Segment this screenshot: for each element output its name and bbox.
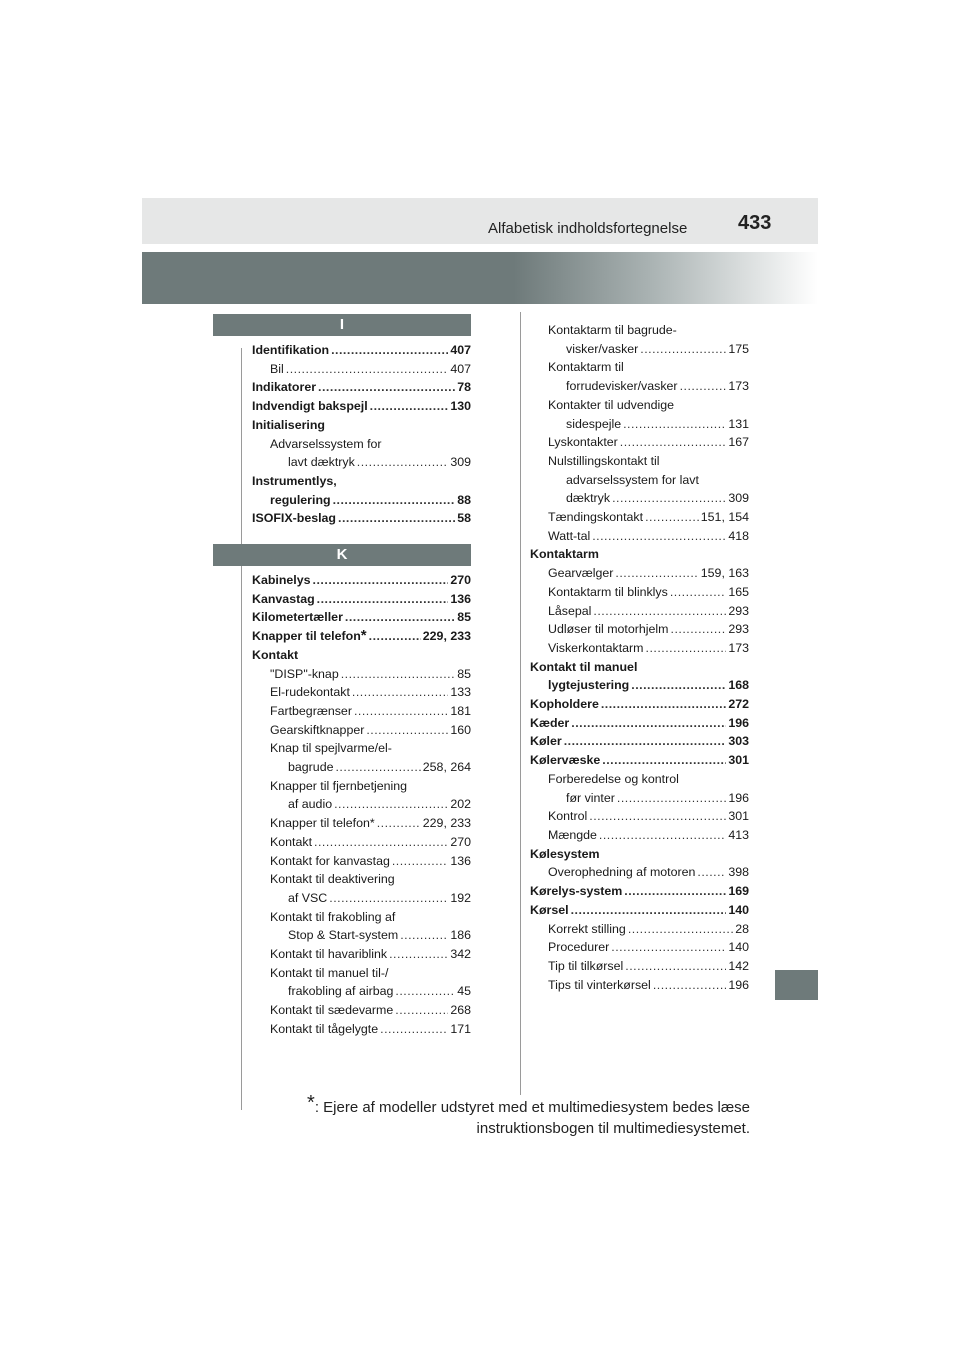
footnote <box>290 1092 750 1139</box>
index-entry-page: 136 <box>450 591 471 606</box>
dot-leader <box>377 814 421 833</box>
index-entry-term: Nulstillingskontakt til <box>548 453 660 468</box>
index-entry-page: 192 <box>450 890 471 905</box>
dot-leader <box>589 807 726 826</box>
index-entry-term: Kontrol <box>548 809 588 824</box>
footnote-line-2: instruktionsbogen til multimediesystemet. <box>476 1120 750 1137</box>
index-entry <box>530 732 749 751</box>
index-entry <box>252 435 471 454</box>
dot-leader <box>612 489 726 508</box>
index-entry <box>530 452 749 471</box>
index-entry-term: af audio <box>288 797 333 812</box>
index-entry-page: 186 <box>450 928 471 943</box>
dot-leader <box>352 683 448 702</box>
index-entry-term: Kabinelys <box>252 573 311 587</box>
index-entry <box>252 702 471 721</box>
index-entry-page: 78 <box>457 380 471 395</box>
dot-leader <box>601 695 726 714</box>
dot-leader <box>314 833 448 852</box>
index-entry-term: sidespejle <box>566 416 622 431</box>
index-entry <box>252 721 471 740</box>
index-entry-term: Knap til spejlvarme/el- <box>270 741 392 756</box>
dot-leader <box>571 901 727 920</box>
dot-leader <box>366 721 448 740</box>
index-entry <box>530 433 749 452</box>
dot-leader <box>593 602 726 621</box>
dot-leader <box>670 583 726 602</box>
dot-leader <box>395 1001 448 1020</box>
index-entry-page: 229, 233 <box>422 629 471 644</box>
dot-leader <box>341 665 455 684</box>
index-entry-term: Fartbegrænser <box>270 703 352 718</box>
index-entry <box>252 341 471 360</box>
dot-leader <box>395 982 455 1001</box>
index-entry <box>252 1001 471 1020</box>
index-entry <box>530 321 749 340</box>
index-entry <box>252 758 471 777</box>
index-entry-term: visker/vasker <box>566 341 639 356</box>
dot-leader <box>646 639 727 658</box>
index-entry-term: Indikatorer <box>252 380 317 395</box>
dot-leader <box>653 976 727 995</box>
index-entry-term: Kørelys-system <box>530 884 623 899</box>
dot-leader <box>317 590 449 609</box>
index-entry <box>530 920 749 939</box>
index-column-right <box>530 321 749 994</box>
index-entry-term: ISOFIX-beslag <box>252 511 336 526</box>
dot-leader <box>357 453 449 472</box>
index-entry <box>252 739 471 758</box>
dot-leader <box>631 676 726 695</box>
index-entry-term: Kontakt til sædevarme <box>270 1003 394 1018</box>
index-entry-term: Gearvælger <box>548 566 614 581</box>
dot-leader <box>380 1020 448 1039</box>
index-entry <box>530 620 749 639</box>
index-entry <box>530 489 749 508</box>
index-entry-page: 133 <box>450 685 471 700</box>
index-entry-term: Gearskiftknapper <box>270 722 365 737</box>
index-entry-page: 173 <box>728 379 749 394</box>
index-entry-term: Kontaktarm til blinklys <box>548 584 668 599</box>
index-entry-page: 293 <box>728 603 749 618</box>
index-entry-page: 58 <box>457 511 471 526</box>
index-entry <box>252 777 471 796</box>
chapter-thumb-tab <box>775 970 818 1000</box>
index-entry-page: 407 <box>450 361 471 376</box>
index-entry-page: 151, 154 <box>700 510 749 525</box>
index-entry <box>252 870 471 889</box>
index-entry-term: Viskerkontaktarm <box>548 640 644 655</box>
index-entry <box>252 646 471 665</box>
index-entry-page: 140 <box>728 902 749 917</box>
index-entry-page: 167 <box>728 435 749 450</box>
section-header-i: I <box>213 314 471 336</box>
index-entry-term: Kontaktarm til <box>548 360 624 375</box>
index-entry <box>530 545 749 564</box>
index-entry-page: 28 <box>735 921 749 936</box>
index-entry <box>252 852 471 871</box>
index-entry <box>252 964 471 983</box>
dot-leader <box>370 397 449 416</box>
index-entry-term: Overophedning af motoren <box>548 865 696 880</box>
dot-leader <box>313 571 449 590</box>
index-entry-term: Watt-tal <box>548 528 591 543</box>
index-entry-page: 270 <box>450 834 471 849</box>
index-entry <box>530 415 749 434</box>
index-entry <box>530 602 749 621</box>
index-entry <box>530 938 749 957</box>
index-entry-page: 171 <box>450 1021 471 1036</box>
index-entry-page: 418 <box>728 528 749 543</box>
index-entry-page: 309 <box>450 455 471 470</box>
index-entry-term: Kontakt til frakobling af <box>270 909 396 924</box>
index-entry <box>530 676 749 695</box>
index-entry <box>530 564 749 583</box>
index-entry-page: 398 <box>728 865 749 880</box>
index-entry-term: Kontaktarm til bagrude- <box>548 323 677 337</box>
index-entry-term: forrudevisker/vasker <box>566 379 678 394</box>
index-entry <box>252 926 471 945</box>
index-entry-page: 196 <box>728 977 749 992</box>
footnote-line-1: : Ejere af modeller udstyret med et multimediesystem bedes læse <box>314 1099 750 1116</box>
index-entry-page: 131 <box>728 416 749 431</box>
index-entry <box>530 396 749 415</box>
index-entry-term: Knapper til fjernbetjening <box>270 778 408 793</box>
index-entry-page: 293 <box>728 622 749 637</box>
index-entry <box>530 957 749 976</box>
dot-leader <box>617 789 726 808</box>
index-entry <box>252 608 471 627</box>
dot-leader <box>335 758 420 777</box>
dot-leader <box>623 415 726 434</box>
index-entry <box>530 770 749 789</box>
index-entry-term: Initialisering <box>252 417 325 432</box>
dot-leader <box>369 627 421 646</box>
index-column-k <box>252 571 471 1039</box>
dot-leader <box>400 926 448 945</box>
index-entry <box>530 845 749 864</box>
index-entry-page: 272 <box>728 697 749 712</box>
index-entry-term: Knapper til telefon <box>252 629 361 644</box>
index-entry-page: 413 <box>728 827 749 842</box>
index-entry-term: Tændingskontakt <box>548 510 644 525</box>
index-entry <box>252 590 471 609</box>
index-entry-term: advarselssystem for lavt <box>566 472 699 487</box>
index-entry-term: Kontakt til deaktivering <box>270 872 395 887</box>
index-entry-term: Tips til vinterkørsel <box>548 977 651 992</box>
header-gradient-band <box>142 252 818 304</box>
index-entry <box>530 658 749 677</box>
index-entry-term: Lyskontakter <box>548 435 618 450</box>
index-entry-page: 303 <box>728 734 749 749</box>
index-entry-term: Kæder <box>530 715 570 730</box>
index-entry-page: 342 <box>450 947 471 962</box>
dot-leader <box>318 378 455 397</box>
index-entry-term: frakobling af airbag <box>288 984 394 999</box>
index-entry <box>530 583 749 602</box>
index-entry-page: 407 <box>450 343 471 357</box>
index-entry <box>252 360 471 379</box>
index-entry-page: 165 <box>728 584 749 599</box>
index-entry <box>530 527 749 546</box>
index-entry-page: 202 <box>450 797 471 812</box>
dot-leader <box>331 341 448 360</box>
column-rule-left <box>241 348 242 1110</box>
index-entry <box>530 751 749 770</box>
index-entry-page: 229, 233 <box>422 816 471 831</box>
dot-leader <box>620 433 727 452</box>
dot-leader <box>602 751 726 770</box>
index-entry-term: Kontakt til havariblink <box>270 947 388 962</box>
index-entry-page: 136 <box>450 853 471 868</box>
index-entry <box>530 340 749 359</box>
index-entry <box>530 377 749 396</box>
dot-leader <box>286 360 449 379</box>
dot-leader <box>640 340 726 359</box>
index-entry-term: Kørsel <box>530 902 569 917</box>
index-entry <box>530 789 749 808</box>
index-column-i <box>252 341 471 528</box>
index-entry <box>252 1020 471 1039</box>
index-entry-page: 130 <box>450 399 471 414</box>
index-entry <box>530 807 749 826</box>
index-entry-term: Kilometertæller <box>252 610 343 625</box>
index-entry-term: lavt dæktryk <box>288 455 355 470</box>
section-header-k: K <box>213 544 471 566</box>
index-entry-term: regulering <box>270 492 331 507</box>
index-entry-term: lygtejustering <box>548 678 630 693</box>
index-entry-page: 168 <box>728 678 749 693</box>
header-bar <box>142 198 818 244</box>
index-entry <box>530 508 749 527</box>
index-entry <box>530 826 749 845</box>
dot-leader <box>354 702 448 721</box>
dot-leader <box>329 889 448 908</box>
index-entry-term: Identifikation <box>252 343 330 357</box>
index-entry <box>252 416 471 435</box>
index-entry <box>530 901 749 920</box>
index-entry-term: Kontakt for kanvastag <box>270 853 390 868</box>
footnote-mark: * <box>307 1092 315 1114</box>
index-entry-term: Knapper til telefon* <box>270 816 375 831</box>
index-entry-page: 169 <box>728 884 749 899</box>
index-entry-page: 140 <box>728 940 749 955</box>
index-entry-page: 85 <box>457 610 471 625</box>
dot-leader <box>628 920 733 939</box>
index-entry-page: 301 <box>728 809 749 824</box>
index-entry <box>530 471 749 490</box>
dot-leader <box>338 509 455 528</box>
index-entry-term: Forberedelse og kontrol <box>548 771 679 786</box>
index-entry: Knapper til telefon * ..... 229, 233 <box>252 627 471 646</box>
index-entry <box>530 714 749 733</box>
index-entry-page: 142 <box>728 958 749 973</box>
index-entry <box>252 571 471 590</box>
dot-leader <box>345 608 455 627</box>
index-entry-term: Bil <box>270 361 284 376</box>
index-entry-page: 45 <box>457 984 471 999</box>
index-entry-term: Kanvastag <box>252 591 315 606</box>
index-entry-page: 196 <box>728 790 749 805</box>
index-entry-term: Korrekt stilling <box>548 921 626 936</box>
index-entry-term: "DISP"-knap <box>270 666 339 681</box>
index-entry-term: Mængde <box>548 827 597 842</box>
dot-leader <box>645 508 699 527</box>
dot-leader <box>611 938 726 957</box>
index-entry <box>252 491 471 510</box>
index-entry <box>252 889 471 908</box>
index-entry-page: 258, 264 <box>422 760 471 775</box>
index-entry-term: Kontaktarm <box>530 547 599 562</box>
index-entry-term: Instrumentlys, <box>252 473 337 488</box>
index-entry-term: Stop & Start-system <box>288 928 399 943</box>
dot-leader <box>592 527 726 546</box>
page-number: 433 <box>738 212 772 234</box>
index-entry <box>530 358 749 377</box>
index-entry <box>252 472 471 491</box>
index-entry-page: 181 <box>450 703 471 718</box>
index-entry-term: Kontakt til manuel <box>530 659 638 674</box>
index-entry <box>252 453 471 472</box>
dot-leader <box>389 945 448 964</box>
index-entry-page: 309 <box>728 491 749 506</box>
index-entry-page: 175 <box>728 341 749 356</box>
index-entry <box>530 882 749 901</box>
dot-leader <box>671 620 727 639</box>
index-entry-term: Kontakt til tågelygte <box>270 1021 379 1036</box>
index-entry <box>252 833 471 852</box>
index-entry-term: Advarselssystem for <box>270 436 382 451</box>
index-entry-term: El-rudekontakt <box>270 685 350 700</box>
index-entry <box>252 378 471 397</box>
index-entry-page: 173 <box>728 640 749 655</box>
index-entry-term: af VSC <box>288 890 328 905</box>
index-entry <box>530 863 749 882</box>
index-entry <box>530 976 749 995</box>
index-entry-term: Kontakt <box>252 647 299 662</box>
index-entry <box>252 795 471 814</box>
index-entry-term: Køler <box>530 734 562 749</box>
index-entry-term: Udløser til motorhjelm <box>548 622 669 637</box>
dot-leader <box>571 714 726 733</box>
dot-leader <box>697 863 726 882</box>
index-entry-term: Låsepal <box>548 603 592 618</box>
index-entry-term: Tip til tilkørsel <box>548 958 624 973</box>
index-entry-page: 160 <box>450 722 471 737</box>
index-entry <box>530 695 749 714</box>
index-entry-page: 85 <box>457 666 471 681</box>
index-entry-term: Kontakt <box>270 834 313 849</box>
index-entry-page: 301 <box>728 753 749 768</box>
index-entry-term: før vinter <box>566 790 615 805</box>
index-entry <box>252 908 471 927</box>
index-entry <box>252 945 471 964</box>
dot-leader <box>625 957 726 976</box>
dot-leader <box>334 795 448 814</box>
index-entry <box>252 397 471 416</box>
index-entry-page: 268 <box>450 1003 471 1018</box>
index-entry-page: 159, 163 <box>700 566 749 581</box>
index-entry <box>530 639 749 658</box>
dot-leader <box>615 564 698 583</box>
index-entry-term: Kopholdere <box>530 697 599 712</box>
index-entry <box>252 665 471 684</box>
dot-leader <box>599 826 726 845</box>
index-entry-term: Procedurer <box>548 940 610 955</box>
index-entry <box>252 683 471 702</box>
index-entry-term: bagrude <box>288 760 334 775</box>
index-entry <box>252 509 471 528</box>
dot-leader <box>680 377 727 396</box>
index-entry-term: Kontakt til manuel til-/ <box>270 965 389 980</box>
dot-leader <box>333 491 456 510</box>
dot-leader <box>564 732 727 751</box>
index-entry-term: Kontakter til udvendige <box>548 397 675 412</box>
index-entry-page: 270 <box>450 573 471 587</box>
dot-leader <box>392 852 448 871</box>
index-entry-term: Kølesystem <box>530 846 600 861</box>
running-header-title: Alfabetisk indholdsfortegnelse <box>488 220 688 237</box>
index-entry-page: 196 <box>728 715 749 730</box>
index-entry-page: 88 <box>457 492 471 507</box>
index-entry <box>252 814 471 833</box>
index-entry-term: Kølervæske <box>530 753 601 768</box>
dot-leader <box>624 882 726 901</box>
index-entry-term: dæktryk <box>566 491 611 506</box>
column-rule-middle <box>520 312 521 1095</box>
index-entry-term: Indvendigt bakspejl <box>252 399 368 414</box>
index-entry <box>252 982 471 1001</box>
